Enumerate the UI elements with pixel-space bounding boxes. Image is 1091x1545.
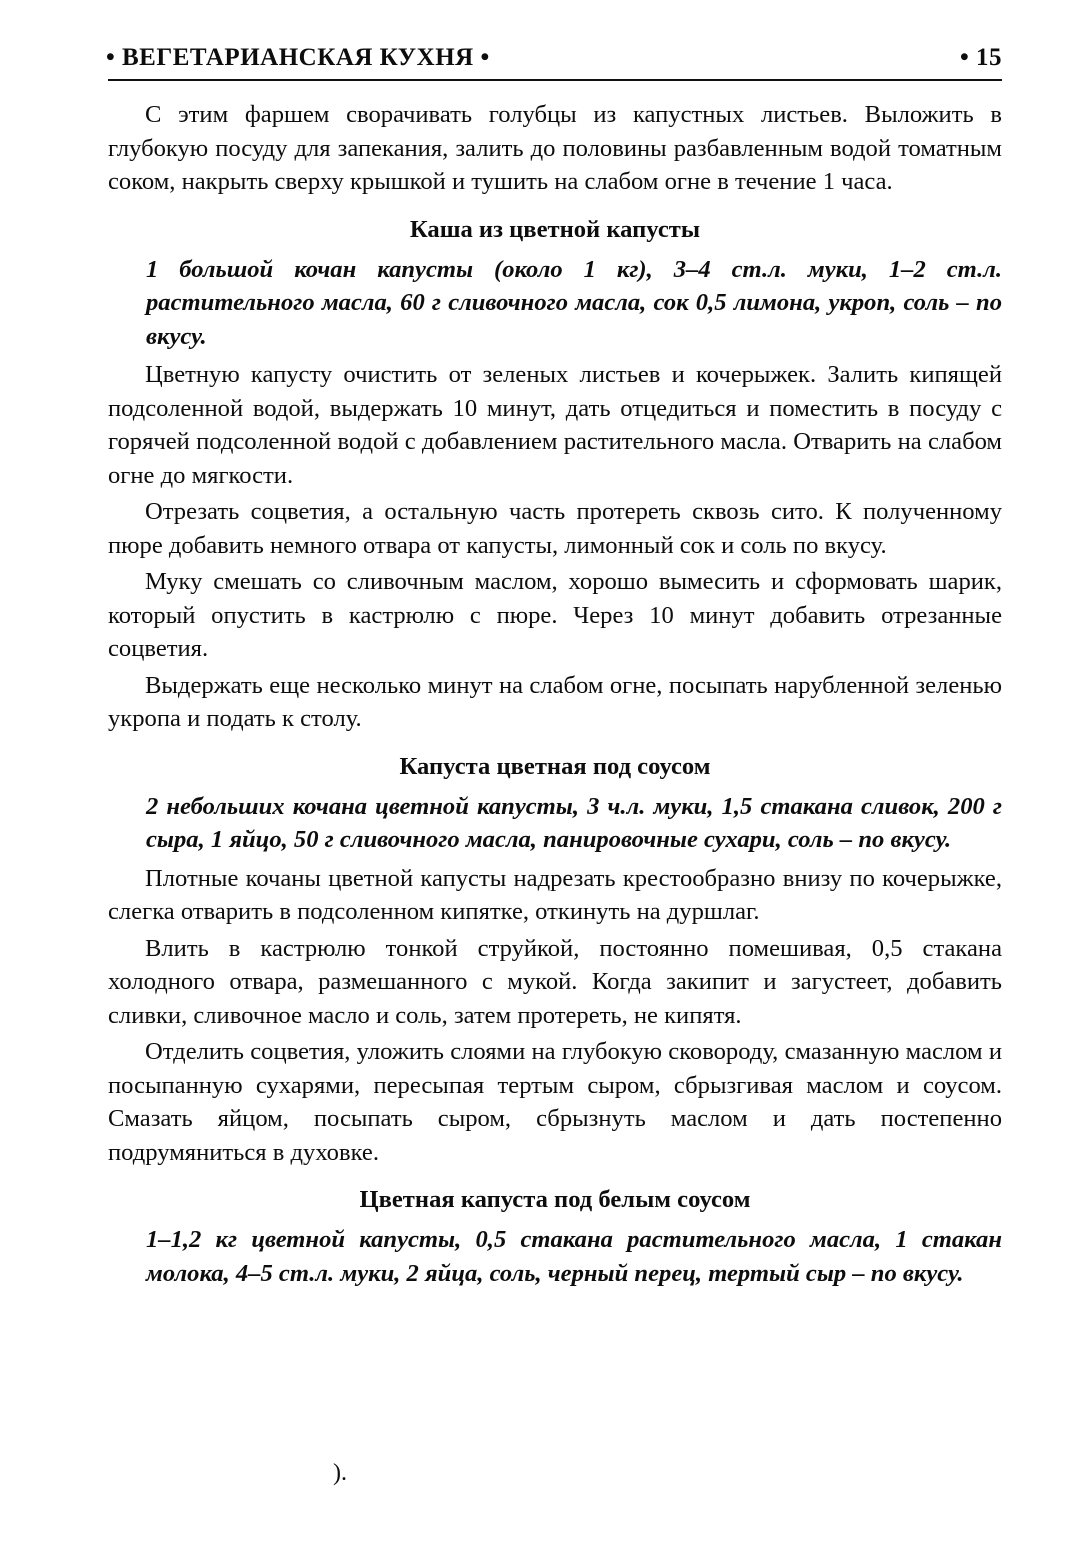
page-number: • 15 <box>959 44 1002 71</box>
recipe-ingredients: 1 большой кочан капусты (около 1 кг), 3–4 ст.л. муки, 1–2 ст.л. растительного масла, 60 г сливочного масла, сок 0,5 лимона, укроп, соль – по вкусу. <box>146 255 1002 350</box>
recipe-step: Выдержать еще несколько минут на слабом огне, посыпать нарубленной зеленью укропа и подать к столу. <box>108 671 1002 732</box>
recipe-step: Отрезать соцветия, а остальную часть протереть сквозь сито. К полученному пюре добавить немного отвара от капусты, лимонный сок и соль по вкусу. <box>108 498 1002 559</box>
recipe-ingredients: 1–1,2 кг цветной капусты, 0,5 стакана растительного масла, 1 стакан молока, 4–5 ст.л. муки, 2 яйца, соль, черный перец, тертый сыр – по вкусу. <box>146 1226 1002 1287</box>
recipe-step: Влить в кастрюлю тонкой струйкой, постоянно помешивая, 0,5 стакана холодного отвара, размешанного с мукой. Когда закипит и загустеет, добавить сливки, сливочное масло и соль, затем протереть, не кипятя. <box>108 934 1002 1029</box>
stray-mark: ). <box>333 1460 347 1486</box>
recipe-ingredients: 2 небольших кочана цветной капусты, 3 ч.л. муки, 1,5 стакана сливок, 200 г сыра, 1 яйцо, 50 г сливочного масла, панировочные сухари, соль – по вкусу. <box>146 792 1002 853</box>
recipe-step: Цветную капусту очистить от зеленых листьев и кочерыжек. Залить кипящей подсоленной водой, выдержать 10 минут, дать отцедиться и поместить в посуду с горячей подсоленной водой с добавлением растительного масла. Отварить на слабом огне до мягкости. <box>108 361 1002 489</box>
recipe-step: Отделить соцветия, уложить слоями на глубокую сковороду, смазанную маслом и посыпанную сухарями, пересыпая тертым сыром, сбрызгивая маслом и соусом. Смазать яйцом, посыпать сыром, сбрызнуть маслом и дать постепенно подрумяниться в духовке. <box>108 1038 1002 1166</box>
recipe-step: Плотные кочаны цветной капусты надрезать крестообразно внизу по кочерыжке, слегка отварить в подсоленном кипятке, откинуть на дуршлаг. <box>108 864 1002 925</box>
book-section-title: • ВЕГЕТАРИАНСКАЯ КУХНЯ • <box>106 44 490 71</box>
recipe-kasha <box>108 213 1002 736</box>
recipe-cauliflower-sauce <box>108 750 1002 1170</box>
recipe-title: Цветная капуста под белым соусом <box>359 1186 751 1213</box>
page-body <box>108 98 1002 1295</box>
header-divider <box>108 79 1002 81</box>
recipe-cauliflower-white-sauce <box>108 1183 1002 1290</box>
running-header <box>106 40 1002 76</box>
recipe-title: Каша из цветной капусты <box>409 215 701 243</box>
recipe-title: Капуста цветная под соусом <box>399 752 711 780</box>
recipe-step: Муку смешать со сливочным маслом, хорошо вымесить и сформовать шарик, который опустить в кастрюлю с пюре. Через 10 минут добавить отрезанные соцветия. <box>108 568 1002 662</box>
intro-paragraph: С этим фаршем сворачивать голубцы из капустных листьев. Выложить в глубокую посуду для запекания, залить до половины разбавленным водой томатным соком, накрыть сверху крышкой и тушить на слабом огне в течение 1 часа. <box>108 101 1002 195</box>
